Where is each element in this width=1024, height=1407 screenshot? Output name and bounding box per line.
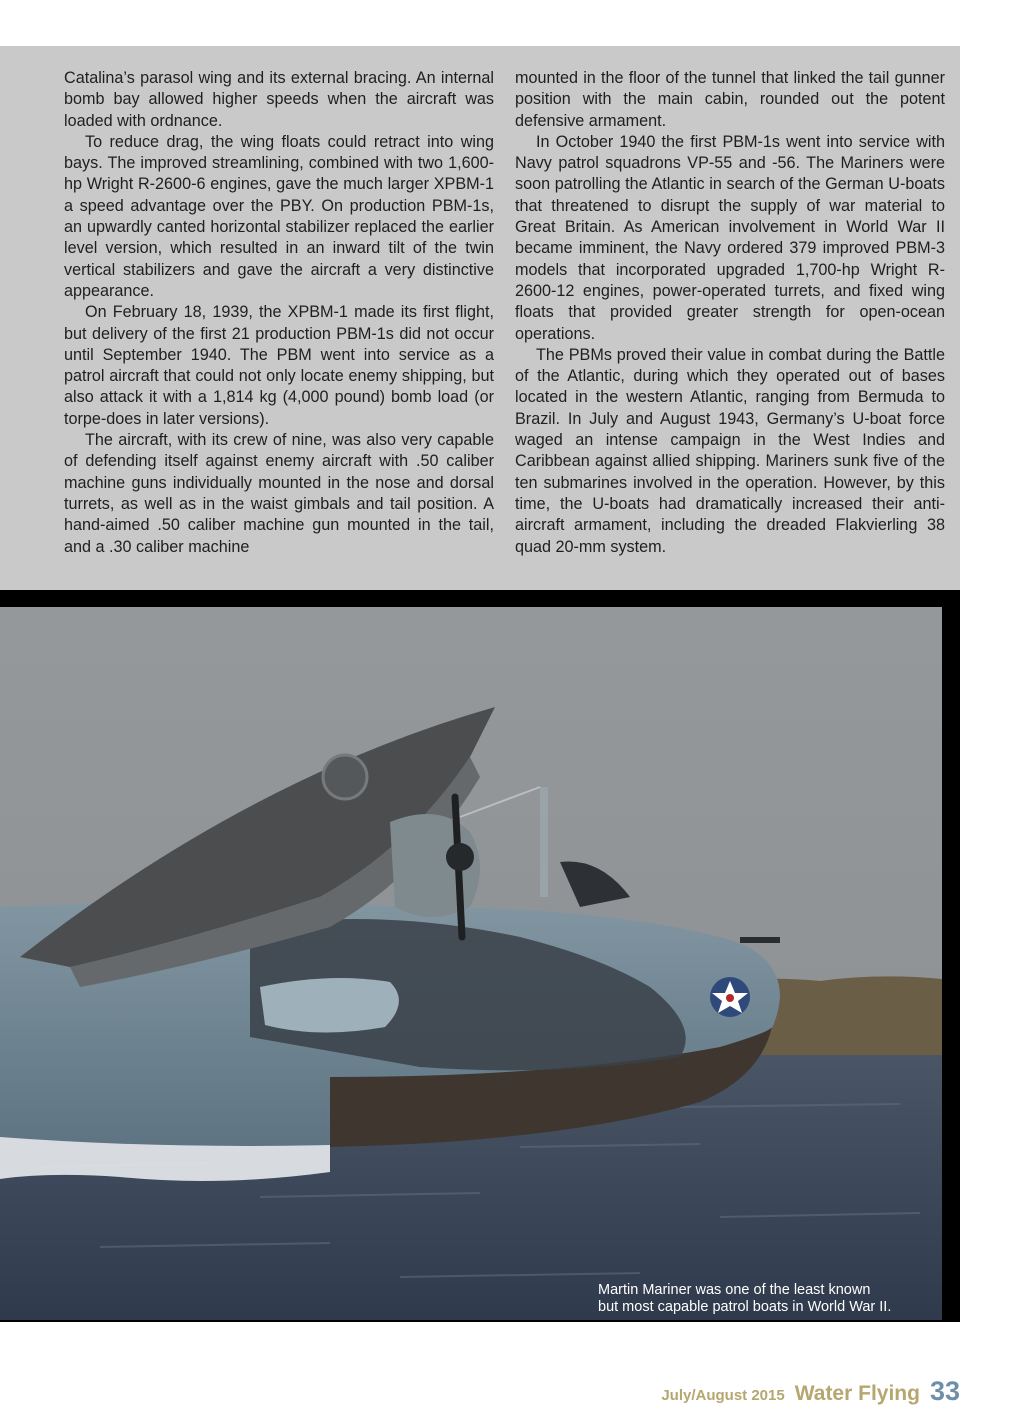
nose-gun <box>740 937 780 943</box>
paragraph: On February 18, 1939, the XPBM-1 made its first flight, but delivery of the first 21 production PBM-1s did not occur until September 1940. The PBM went into service as a patrol aircraft that could not only locate enemy shipping, but also attack it with a 1,814 kg (4,000 pound) bomb load (or torpe-does in later versions). <box>64 303 494 428</box>
article-column-left <box>64 68 494 558</box>
paragraph: mounted in the floor of the tunnel that linked the tail gunner position with the main cabin, rounded out the potent defensive armament. <box>515 69 945 130</box>
article-column-right <box>515 68 945 558</box>
article-text-panel <box>0 46 960 590</box>
antenna-mast <box>540 787 548 897</box>
photo-caption <box>598 1282 938 1316</box>
page-number: 33 <box>929 1376 960 1406</box>
propeller-hub <box>446 843 474 871</box>
caption-line-2: but most capable patrol boats in World War II. <box>598 1299 892 1315</box>
mariner-illustration <box>0 607 942 1320</box>
caption-line-1: Martin Mariner was one of the least known <box>598 1282 871 1298</box>
nose-roundel <box>710 977 750 1017</box>
wing-roundel <box>323 755 367 799</box>
page-footer <box>661 1376 960 1406</box>
paragraph: The PBMs proved their value in combat during the Battle of the Atlantic, during which they operated out of bases located in the western Atlantic, ranging from Bermuda to Brazil. In July and August 1943, Germany’s U-boat force waged an intense campaign in the West Indies and Caribbean against allied shipping. Mariners sunk five of the ten submarines involved in the operation. However, by this time, the U-boats had dramatically increased their anti-aircraft armament, including the dreaded Flakvierling 38 quad 20-mm system. <box>515 345 945 556</box>
paragraph: To reduce drag, the wing floats could retract into wing bays. The improved streamlining, combined with two 1,600-hp Wright R-2600-6 engines, gave the much larger XPBM-1 a speed advantage over the PBY. On production PBM-1s, an upwardly canted horizontal stabilizer replaced the earlier level version, which resulted in an inward tilt of the twin vertical stabilizers and gave the aircraft a very distinctive appearance. <box>64 132 494 300</box>
paragraph: In October 1940 the first PBM-1s went into service with Navy patrol squadrons VP-55 and -56. The Mariners were soon patrolling the Atlantic in search of the German U-boats that threatened to disrupt the supply of war material to Great Britain. As American involvement in World War II became imminent, the Navy ordered 379 improved PBM-3 models that incorporated upgraded 1,700-hp Wright R-2600-12 engines, power-operated turrets, and fixed wing floats that provided greater strength for open-ocean operations. <box>515 132 945 343</box>
issue-date: July/August 2015 <box>661 1387 785 1404</box>
magazine-title: Water Flying <box>794 1382 920 1405</box>
mariner-photo <box>0 607 942 1320</box>
paragraph: Catalina’s parasol wing and its external bracing. An internal bomb bay allowed higher speeds when the aircraft was loaded with ordnance. <box>64 69 494 130</box>
wing-float <box>260 978 399 1033</box>
paragraph: The aircraft, with its crew of nine, was also very capable of defending itself against enemy aircraft with .50 caliber machine guns individually mounted in the nose and dorsal turrets, as well as in the waist gimbals and tail position. A hand-aimed .50 caliber machine gun mounted in the tail, and a .30 caliber machine <box>64 431 494 556</box>
